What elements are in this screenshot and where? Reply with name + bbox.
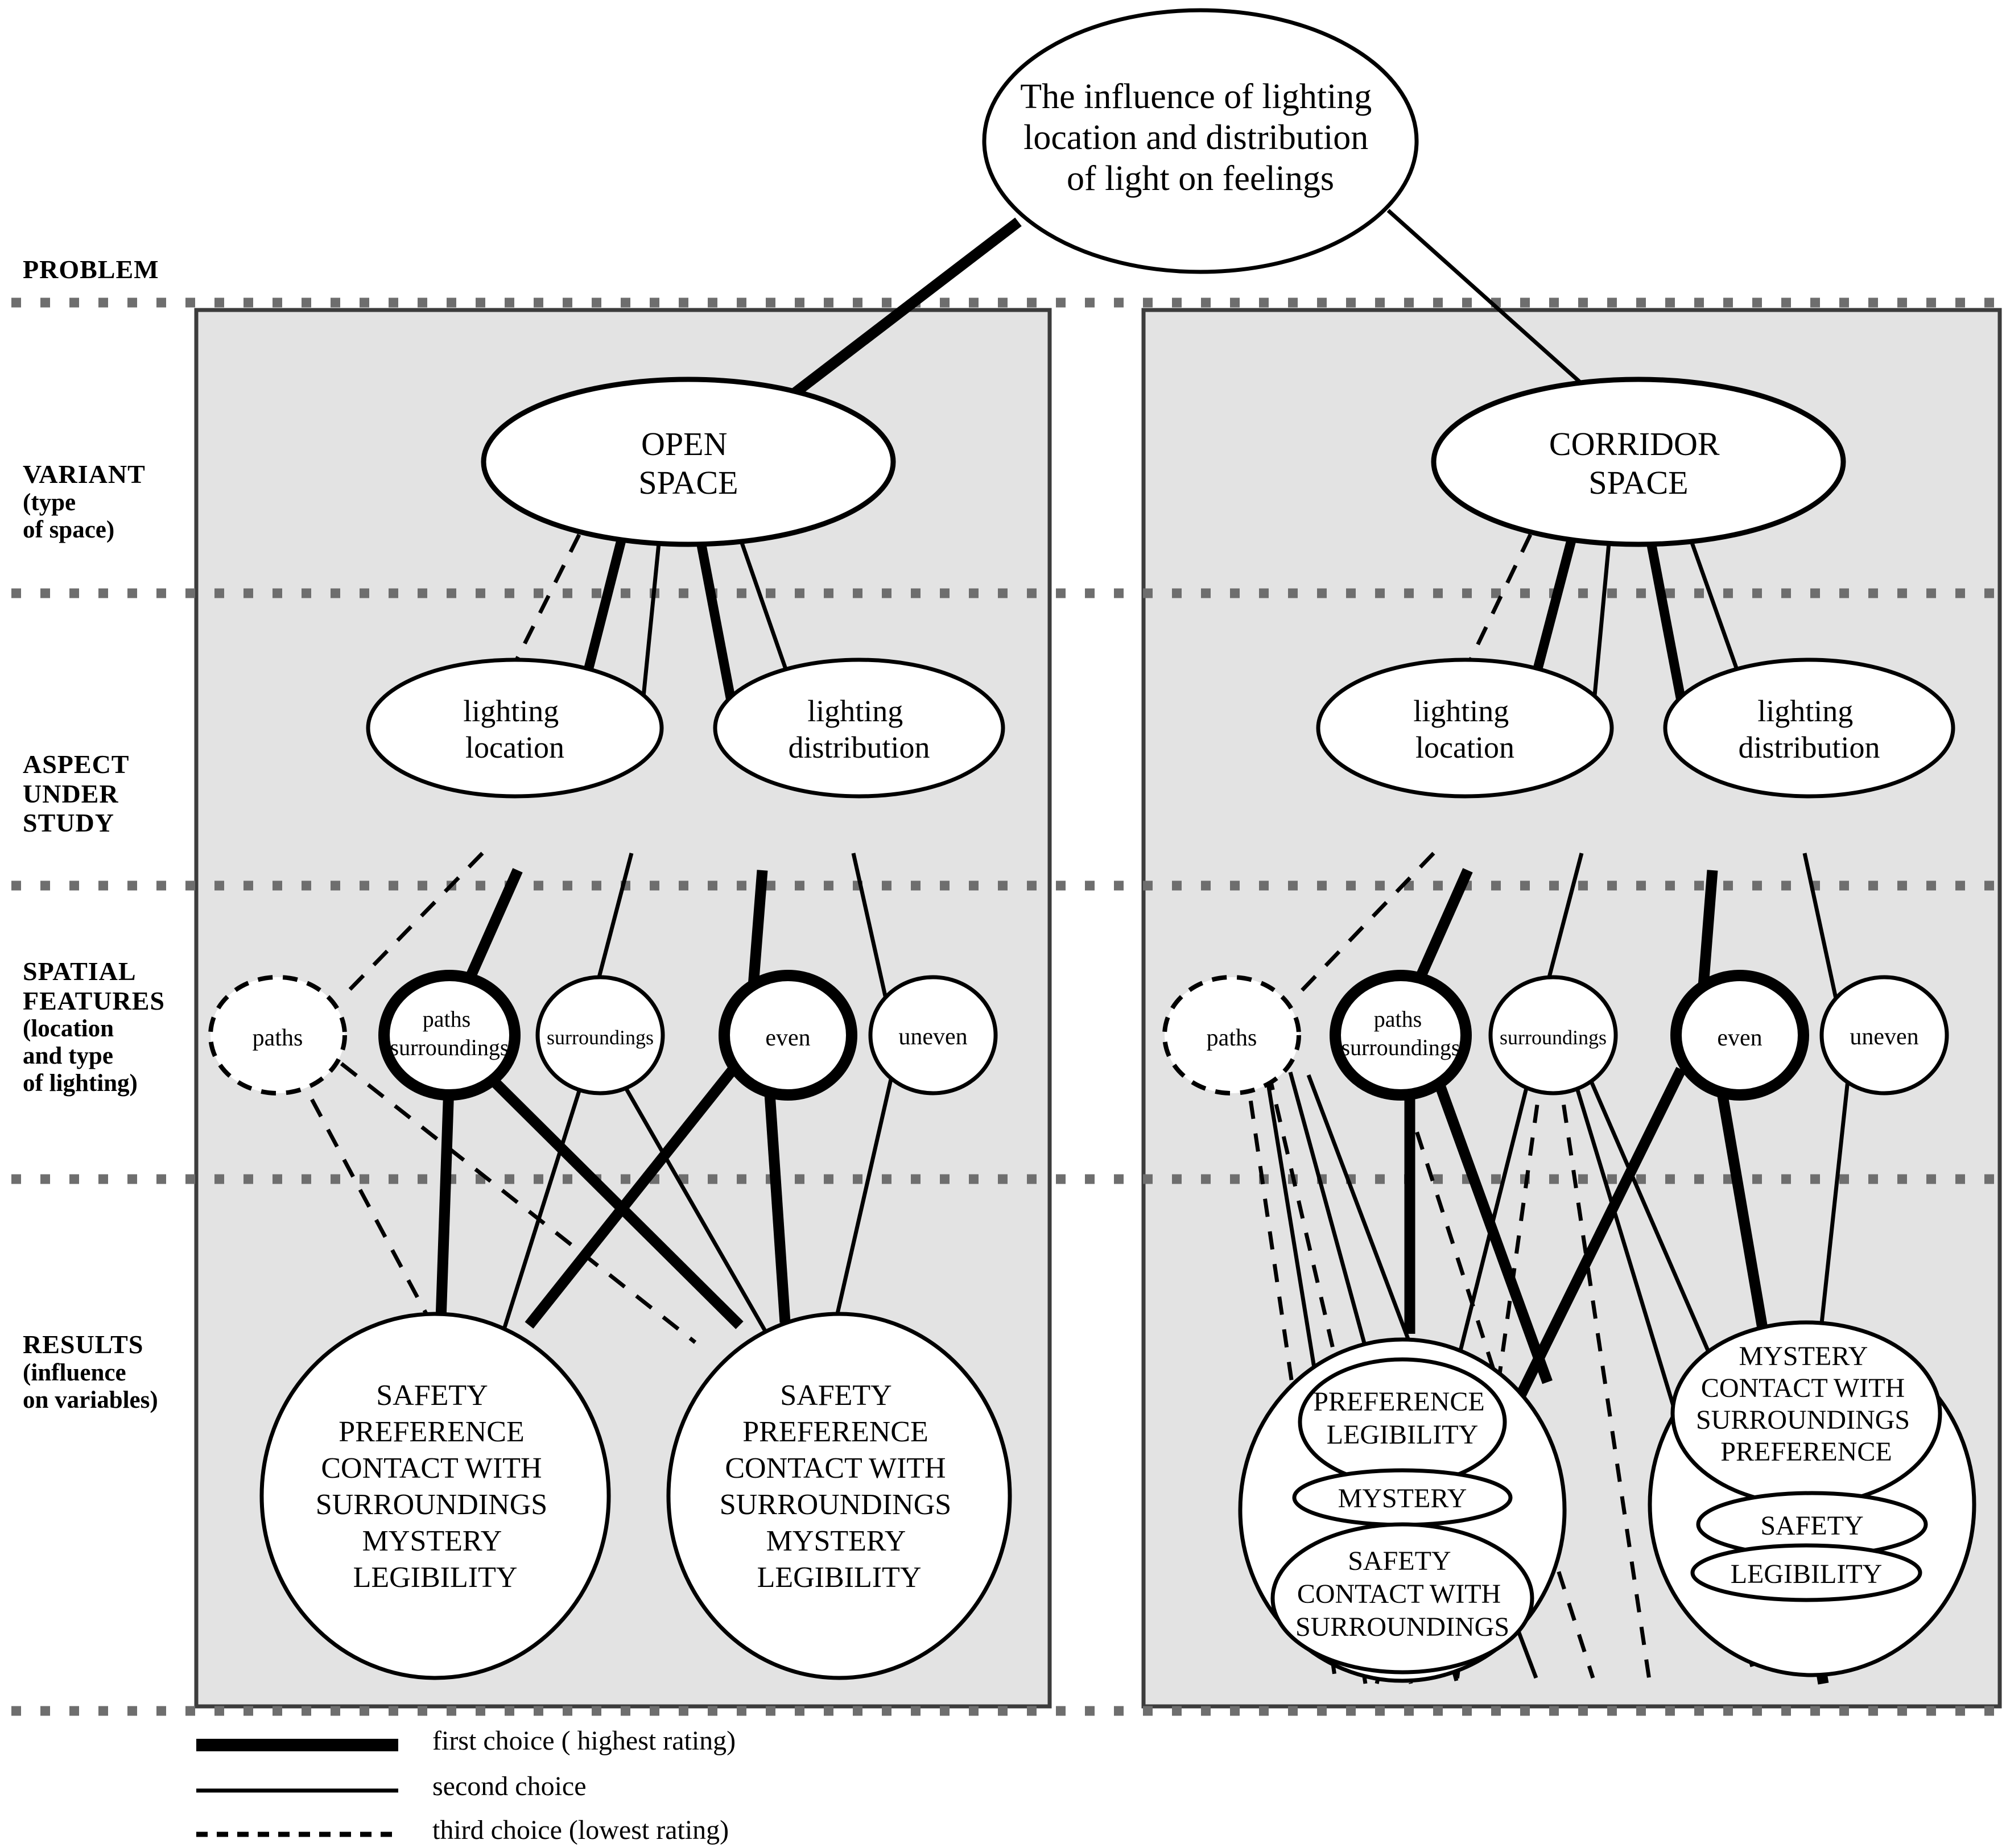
corridor-result-left-inner-preference-legibility[interactable] <box>1300 1359 1505 1485</box>
node-open-feature-paths-surroundings[interactable] <box>384 975 515 1095</box>
problem-label: The influence of lighting location and distribution of light on feelings <box>1020 77 1372 198</box>
node-corridor-feature-even[interactable] <box>1676 975 1803 1095</box>
open-uneven-label: uneven <box>898 1024 968 1050</box>
row-label-results <box>23 1330 158 1414</box>
node-corridor-result-right[interactable] <box>1650 1322 1974 1675</box>
corridor-result-right-inner-mystery-contact-preference[interactable] <box>1673 1322 1940 1504</box>
node-corridor-feature-uneven[interactable] <box>1822 977 1947 1093</box>
node-corridor-lighting-distribution[interactable] <box>1665 660 1953 796</box>
corridor-surroundings-label: surroundings <box>1500 1026 1607 1049</box>
row-label-variant-sub1: (type <box>23 489 76 516</box>
legend-label-second-choice: second choice <box>432 1771 587 1801</box>
corridor-paths-surroundings-label: paths surroundings <box>1341 1006 1460 1060</box>
open-lighting-location-ellipse <box>368 660 662 796</box>
row-label-spatial-title: SPATIAL <box>23 957 137 986</box>
row-label-aspect-title: ASPECT <box>23 750 130 779</box>
corridor-even-label: even <box>1717 1025 1763 1051</box>
node-open-lighting-location[interactable] <box>368 660 662 796</box>
open-result-left-label: SAFETY PREFERENCE CONTACT WITH SURROUNDINGS MYSTERY LEGIBILITY <box>315 1379 548 1594</box>
node-open-feature-even[interactable] <box>724 975 852 1095</box>
row-label-problem-title: PROBLEM <box>23 255 159 284</box>
row-label-spatial-sub2: (location <box>23 1015 114 1043</box>
node-corridor-result-left[interactable] <box>1240 1340 1565 1681</box>
mystery-label: MYSTERY <box>1338 1483 1467 1514</box>
legibility-label: LEGIBILITY <box>1730 1559 1883 1589</box>
corridor-result-right-inner-legibility[interactable] <box>1693 1545 1920 1600</box>
row-label-results-sub1: (influence <box>23 1359 126 1386</box>
row-label-problem <box>23 255 159 284</box>
row-label-spatial-sub3: and type <box>23 1043 113 1070</box>
corridor-result-left-inner-mystery[interactable] <box>1294 1470 1510 1525</box>
safety-label: SAFETY <box>1760 1511 1864 1541</box>
corridor-result-left-inner-safety-contact[interactable] <box>1273 1524 1532 1672</box>
row-label-results-sub2: on variables) <box>23 1386 158 1413</box>
open-lighting-distribution-label: lighting distribution <box>788 694 930 764</box>
legend-label-first-choice: first choice ( highest rating) <box>432 1726 736 1756</box>
corridor-lighting-location-ellipse <box>1318 660 1612 796</box>
node-corridor-lighting-location[interactable] <box>1318 660 1612 796</box>
open-surroundings-label: surroundings <box>547 1026 654 1049</box>
open-paths-surroundings-label: paths surroundings <box>390 1006 509 1060</box>
safety-contact-label: SAFETY CONTACT WITH SURROUNDINGS <box>1295 1546 1510 1642</box>
open-result-right-label: SAFETY PREFERENCE CONTACT WITH SURROUNDINGS MYSTERY LEGIBILITY <box>719 1379 952 1594</box>
open-lighting-distribution-ellipse <box>715 660 1003 796</box>
row-label-spatial-sub4: of lighting) <box>23 1070 138 1097</box>
corridor-lighting-distribution-label: lighting distribution <box>1738 694 1880 764</box>
row-label-spatial-sub1: FEATURES <box>23 986 165 1015</box>
node-corridor-feature-paths[interactable] <box>1165 977 1299 1093</box>
node-open-feature-uneven[interactable] <box>870 977 996 1093</box>
row-label-variant <box>23 460 146 544</box>
node-corridor-feature-surroundings[interactable] <box>1491 977 1616 1093</box>
preference-legibility-label: PREFERENCE LEGIBILITY <box>1313 1387 1485 1450</box>
node-open-lighting-distribution[interactable] <box>715 660 1003 796</box>
open-paths-label: paths <box>252 1025 303 1051</box>
node-corridor-feature-paths-surroundings[interactable] <box>1335 975 1466 1095</box>
corridor-lighting-location-label: lighting location <box>1413 694 1514 764</box>
node-open-result-right[interactable] <box>668 1314 1010 1678</box>
node-open-feature-paths[interactable] <box>210 977 345 1093</box>
node-open-space[interactable] <box>484 379 893 544</box>
corridor-lighting-distribution-ellipse <box>1665 660 1953 796</box>
node-open-result-left[interactable] <box>262 1314 609 1678</box>
node-corridor-space[interactable] <box>1434 379 1843 544</box>
legend <box>196 1745 398 1834</box>
mystery-contact-preference-label: MYSTERY CONTACT WITH SURROUNDINGS PREFERENCE <box>1695 1341 1910 1467</box>
row-label-aspect-sub1: UNDER <box>23 779 119 808</box>
corridor-uneven-label: uneven <box>1850 1024 1919 1050</box>
corridor-paths-label: paths <box>1206 1025 1257 1051</box>
open-lighting-location-label: lighting location <box>463 694 564 764</box>
row-label-variant-sub2: of space) <box>23 516 115 543</box>
row-label-aspect <box>23 750 129 838</box>
row-label-spatial <box>23 957 165 1098</box>
open-even-label: even <box>765 1025 811 1051</box>
row-label-aspect-sub2: STUDY <box>23 808 114 838</box>
legend-label-third-choice: third choice (lowest rating) <box>432 1815 729 1845</box>
open-space-label: OPEN SPACE <box>638 425 738 501</box>
node-open-feature-surroundings[interactable] <box>538 977 663 1093</box>
node-problem[interactable] <box>984 10 1417 272</box>
row-label-results-title: RESULTS <box>23 1330 144 1359</box>
row-label-variant-title: VARIANT <box>23 460 146 489</box>
corridor-space-label: CORRIDOR SPACE <box>1549 425 1720 501</box>
